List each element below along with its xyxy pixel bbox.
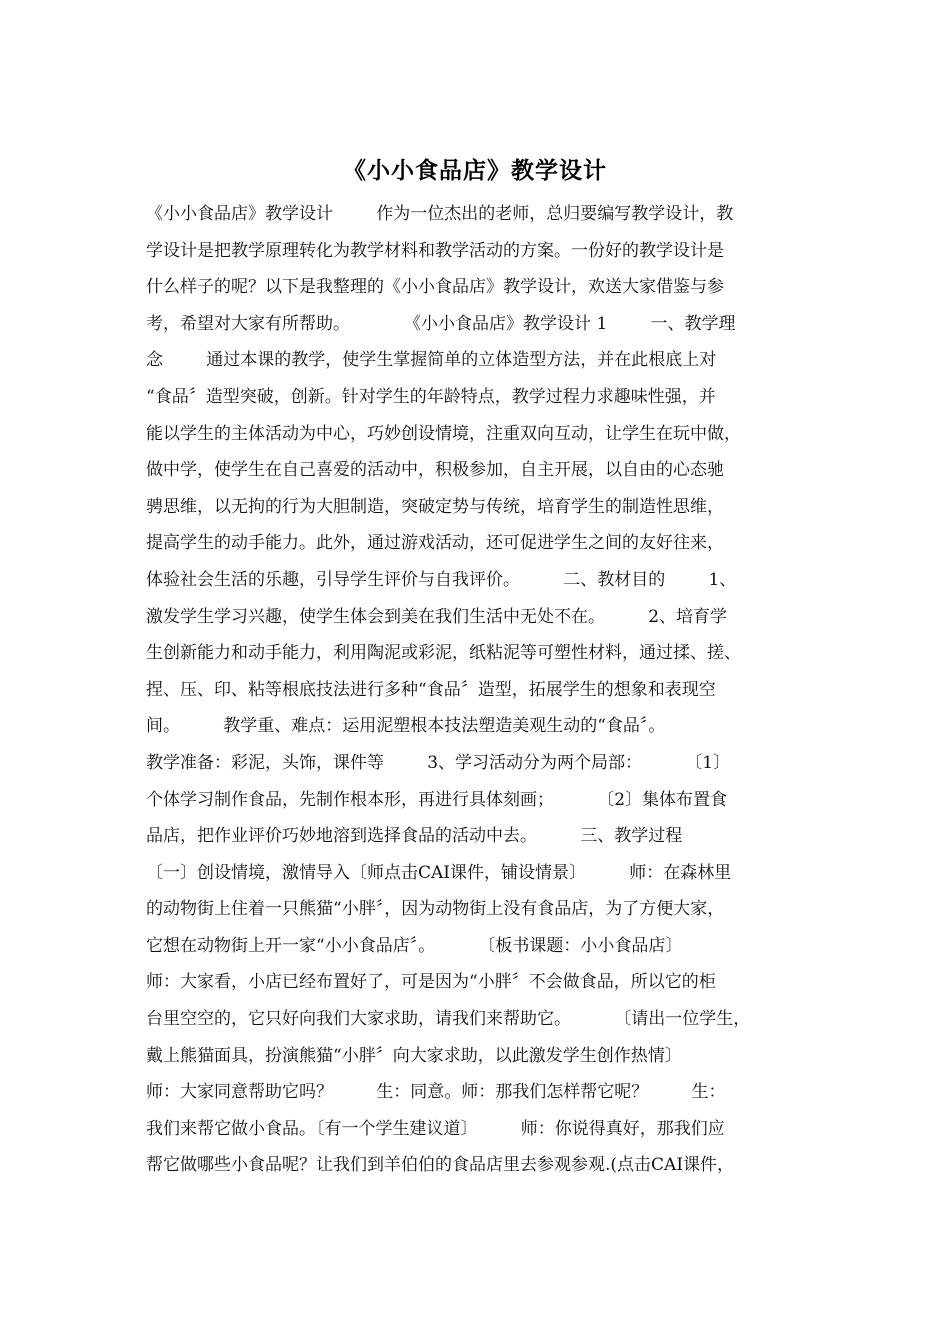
body-line: 帮它做哪些小食品呢？让我们到羊伯伯的食品店里去参观参观.(点击CAI课件， [146, 1155, 735, 1176]
body-line: “食品〞造型突破，创新。针对学生的年龄特点，教学过程力求趣味性强，并 [146, 386, 716, 407]
body-line: 教学准备：彩泥，头饰，课件等 3、学习活动分为两个局部： 〔1〕 [146, 752, 731, 773]
body-line: 戴上熊猫面具，扮演熊猫“小胖〞向大家求助，以此激发学生创作热情〕 [146, 1045, 682, 1066]
body-line: 个体学习制作食品，先制作根本形，再进行具体刻画； 〔2〕集体布置食 [146, 789, 728, 810]
body-line: 做中学，使学生在自己喜爱的活动中，积极参加，自主开展，以自由的心态驰 [146, 460, 724, 481]
body-line: 提高学生的动手能力。此外，通过游戏活动，还可促进学生之间的友好往来， [146, 533, 724, 554]
body-line: 品店，把作业评价巧妙地溶到选择食品的活动中去。 三、教学过程 [146, 826, 683, 847]
body-line: 它想在动物街上开一家“小小食品店〞。 〔板书课题：小小食品店〕 [146, 935, 683, 956]
body-line: 骋思维，以无拘的行为大胆制造，突破定势与传统，培育学生的制造性思维， [146, 496, 724, 517]
body-line: 《小小食品店》教学设计 作为一位杰出的老师，总归要编写教学设计，教 [146, 204, 734, 224]
body-line: 激发学生学习兴趣，使学生体会到美在我们生活中无处不在。 2、培育学 [146, 606, 728, 627]
body-line: 念 通过本课的教学，使学生掌握简单的立体造型方法，并在此根底上对 [146, 350, 717, 371]
body-line: 生创新能力和动手能力，利用陶泥或彩泥，纸粘泥等可塑性材料，通过揉、搓、 [146, 643, 741, 664]
body-line: 能以学生的主体活动为中心，巧妙创设情境，注重双向互动，让学生在玩中做， [146, 423, 741, 444]
body-line: 考，希望对大家有所帮助。 《小小食品店》教学设计 1 一、教学理 [146, 313, 736, 334]
body-line: 间。 教学重、难点：运用泥塑根本技法塑造美观生动的“食品〞。 [146, 716, 666, 737]
body-line: 的动物街上住着一只熊猫“小胖〞，因为动物街上没有食品店，为了方便大家， [146, 899, 725, 920]
document-body [146, 196, 826, 1184]
body-line: 我们来帮它做小食品。〔有一个学生建议道〕 师：你说得真好，那我们应 [146, 1118, 725, 1139]
body-line: 体验社会生活的乐趣，引导学生评价与自我评价。 二、教材目的 1、 [146, 569, 737, 590]
body-line: 台里空空的，它只好向我们大家求助，请我们来帮助它。 〔请出一位学生， [146, 1009, 751, 1030]
body-line: 学设计是把教学原理转化为教学材料和教学活动的方案。一份好的教学设计是 [146, 240, 724, 261]
body-line: 捏、压、印、粘等根底技法进行多种“食品〞造型，拓展学生的想象和表现空 [146, 679, 716, 700]
body-line: 师：大家看，小店已经布置好了，可是因为“小胖〞不会做食品，所以它的柜 [146, 972, 716, 993]
document-title: 《小小食品店》教学设计 [343, 158, 607, 184]
body-line: 什么样子的呢？以下是我整理的《小小食品店》教学设计，欢送大家借鉴与参 [146, 277, 724, 298]
body-line: 〔一〕创设情境，激情导入〔师点击CAI课件，铺设情景〕 师：在森林里 [146, 862, 732, 883]
body-line: 师：大家同意帮助它吗？ 生：同意。师：那我们怎样帮它呢？ 生： [146, 1082, 726, 1103]
